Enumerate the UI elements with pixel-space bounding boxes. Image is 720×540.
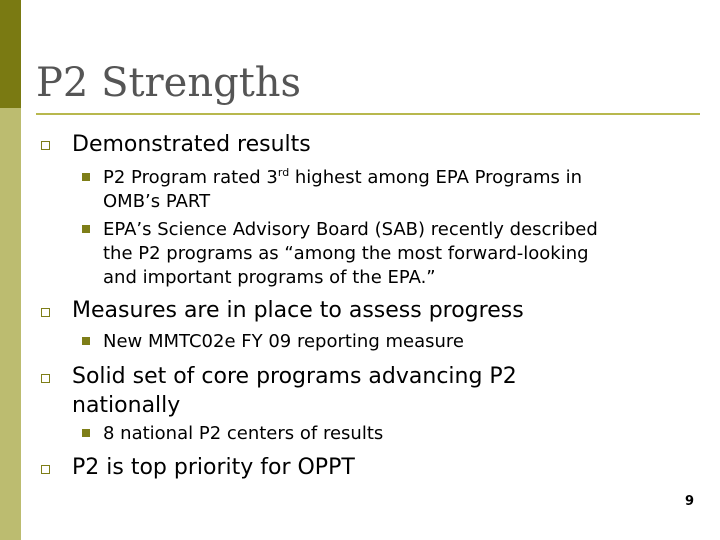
filled-square-bullet-icon bbox=[82, 225, 90, 233]
hollow-square-bullet-icon bbox=[41, 465, 50, 474]
filled-square-bullet-icon bbox=[82, 337, 90, 345]
filled-square-bullet-icon bbox=[82, 429, 90, 437]
bullet-text: P2 is top priority for OPPT bbox=[72, 455, 355, 480]
bullet-text: Measures are in place to assess progress bbox=[72, 298, 524, 323]
sub-bullet-text-line: EPA’s Science Advisory Board (SAB) recently described bbox=[103, 219, 598, 240]
superscript-ordinal: rd bbox=[277, 166, 290, 179]
sub-bullet-text-line: the P2 programs as “among the most forward-looking bbox=[103, 243, 589, 264]
hollow-square-bullet-icon bbox=[41, 374, 50, 383]
sub-bullet-text-line: and important programs of the EPA.” bbox=[103, 267, 436, 288]
sub-bullet-text-line: 8 national P2 centers of results bbox=[103, 423, 384, 444]
page-number: 9 bbox=[684, 494, 694, 509]
hollow-square-bullet-icon bbox=[41, 308, 50, 317]
sub-bullet-text-line: P2 Program rated 3rd highest among EPA Programs in bbox=[103, 166, 583, 188]
bullet-text: Demonstrated results bbox=[72, 132, 311, 157]
sub-bullet-text-line: New MMTC02e FY 09 reporting measure bbox=[103, 331, 464, 352]
bullet-text-line: Solid set of core programs advancing P2 bbox=[72, 364, 517, 389]
slide-title: P2 Strengths bbox=[36, 60, 302, 106]
bullet-text-line: nationally bbox=[72, 393, 181, 418]
filled-square-bullet-icon bbox=[82, 173, 90, 181]
hollow-square-bullet-icon bbox=[41, 141, 50, 150]
sub-bullet-text-line: OMB’s PART bbox=[103, 191, 211, 212]
